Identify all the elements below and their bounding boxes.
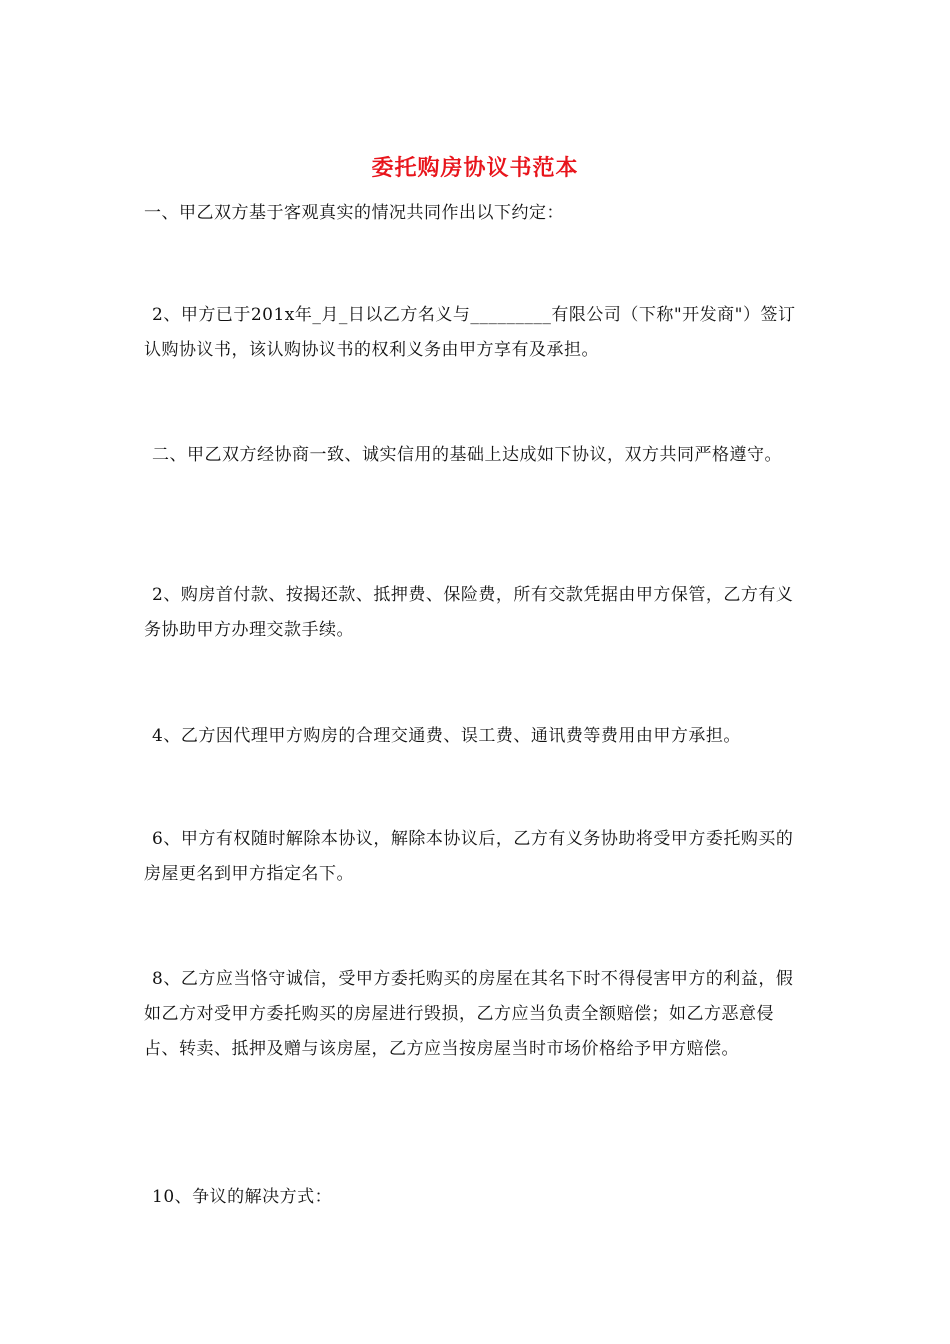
paragraph-clause-2a: 2、甲方已于201x年_月_日以乙方名义与_________有限公司（下称"开发商"）签订认购协议书，该认购协议书的权利义务由甲方享有及承担。 (144, 305, 796, 360)
paragraph-section-two: 二、甲乙双方经协商一致、诚实信用的基础上达成如下协议，双方共同严格遵守。 (152, 445, 782, 465)
paragraph-section-one: 一、甲乙双方基于客观真实的情况共同作出以下约定： (144, 203, 564, 223)
paragraph-clause-8: 8、乙方应当恪守诚信，受甲方委托购买的房屋在其名下时不得侵害甲方的利益，假如乙方对受甲方委托购买的房屋进行毁损，乙方应当负责全额赔偿；如乙方恶意侵占、转卖、抵押及赠与该房屋，乙方应当按房屋当时市场价格给予甲方赔偿。 (144, 969, 794, 1059)
paragraph-clause-10: 10、争议的解决方式： (152, 1187, 333, 1207)
paragraph-clause-6: 6、甲方有权随时解除本协议，解除本协议后，乙方有义务协助将受甲方委托购买的房屋更名到甲方指定名下。 (144, 829, 794, 884)
paragraph-clause-2b: 2、购房首付款、按揭还款、抵押费、保险费，所有交款凭据由甲方保管，乙方有义务协助甲方办理交款手续。 (144, 585, 794, 640)
document-title: 委托购房协议书范本 (371, 155, 579, 181)
paragraph-clause-4: 4、乙方因代理甲方购房的合理交通费、误工费、通讯费等费用由甲方承担。 (152, 726, 741, 746)
